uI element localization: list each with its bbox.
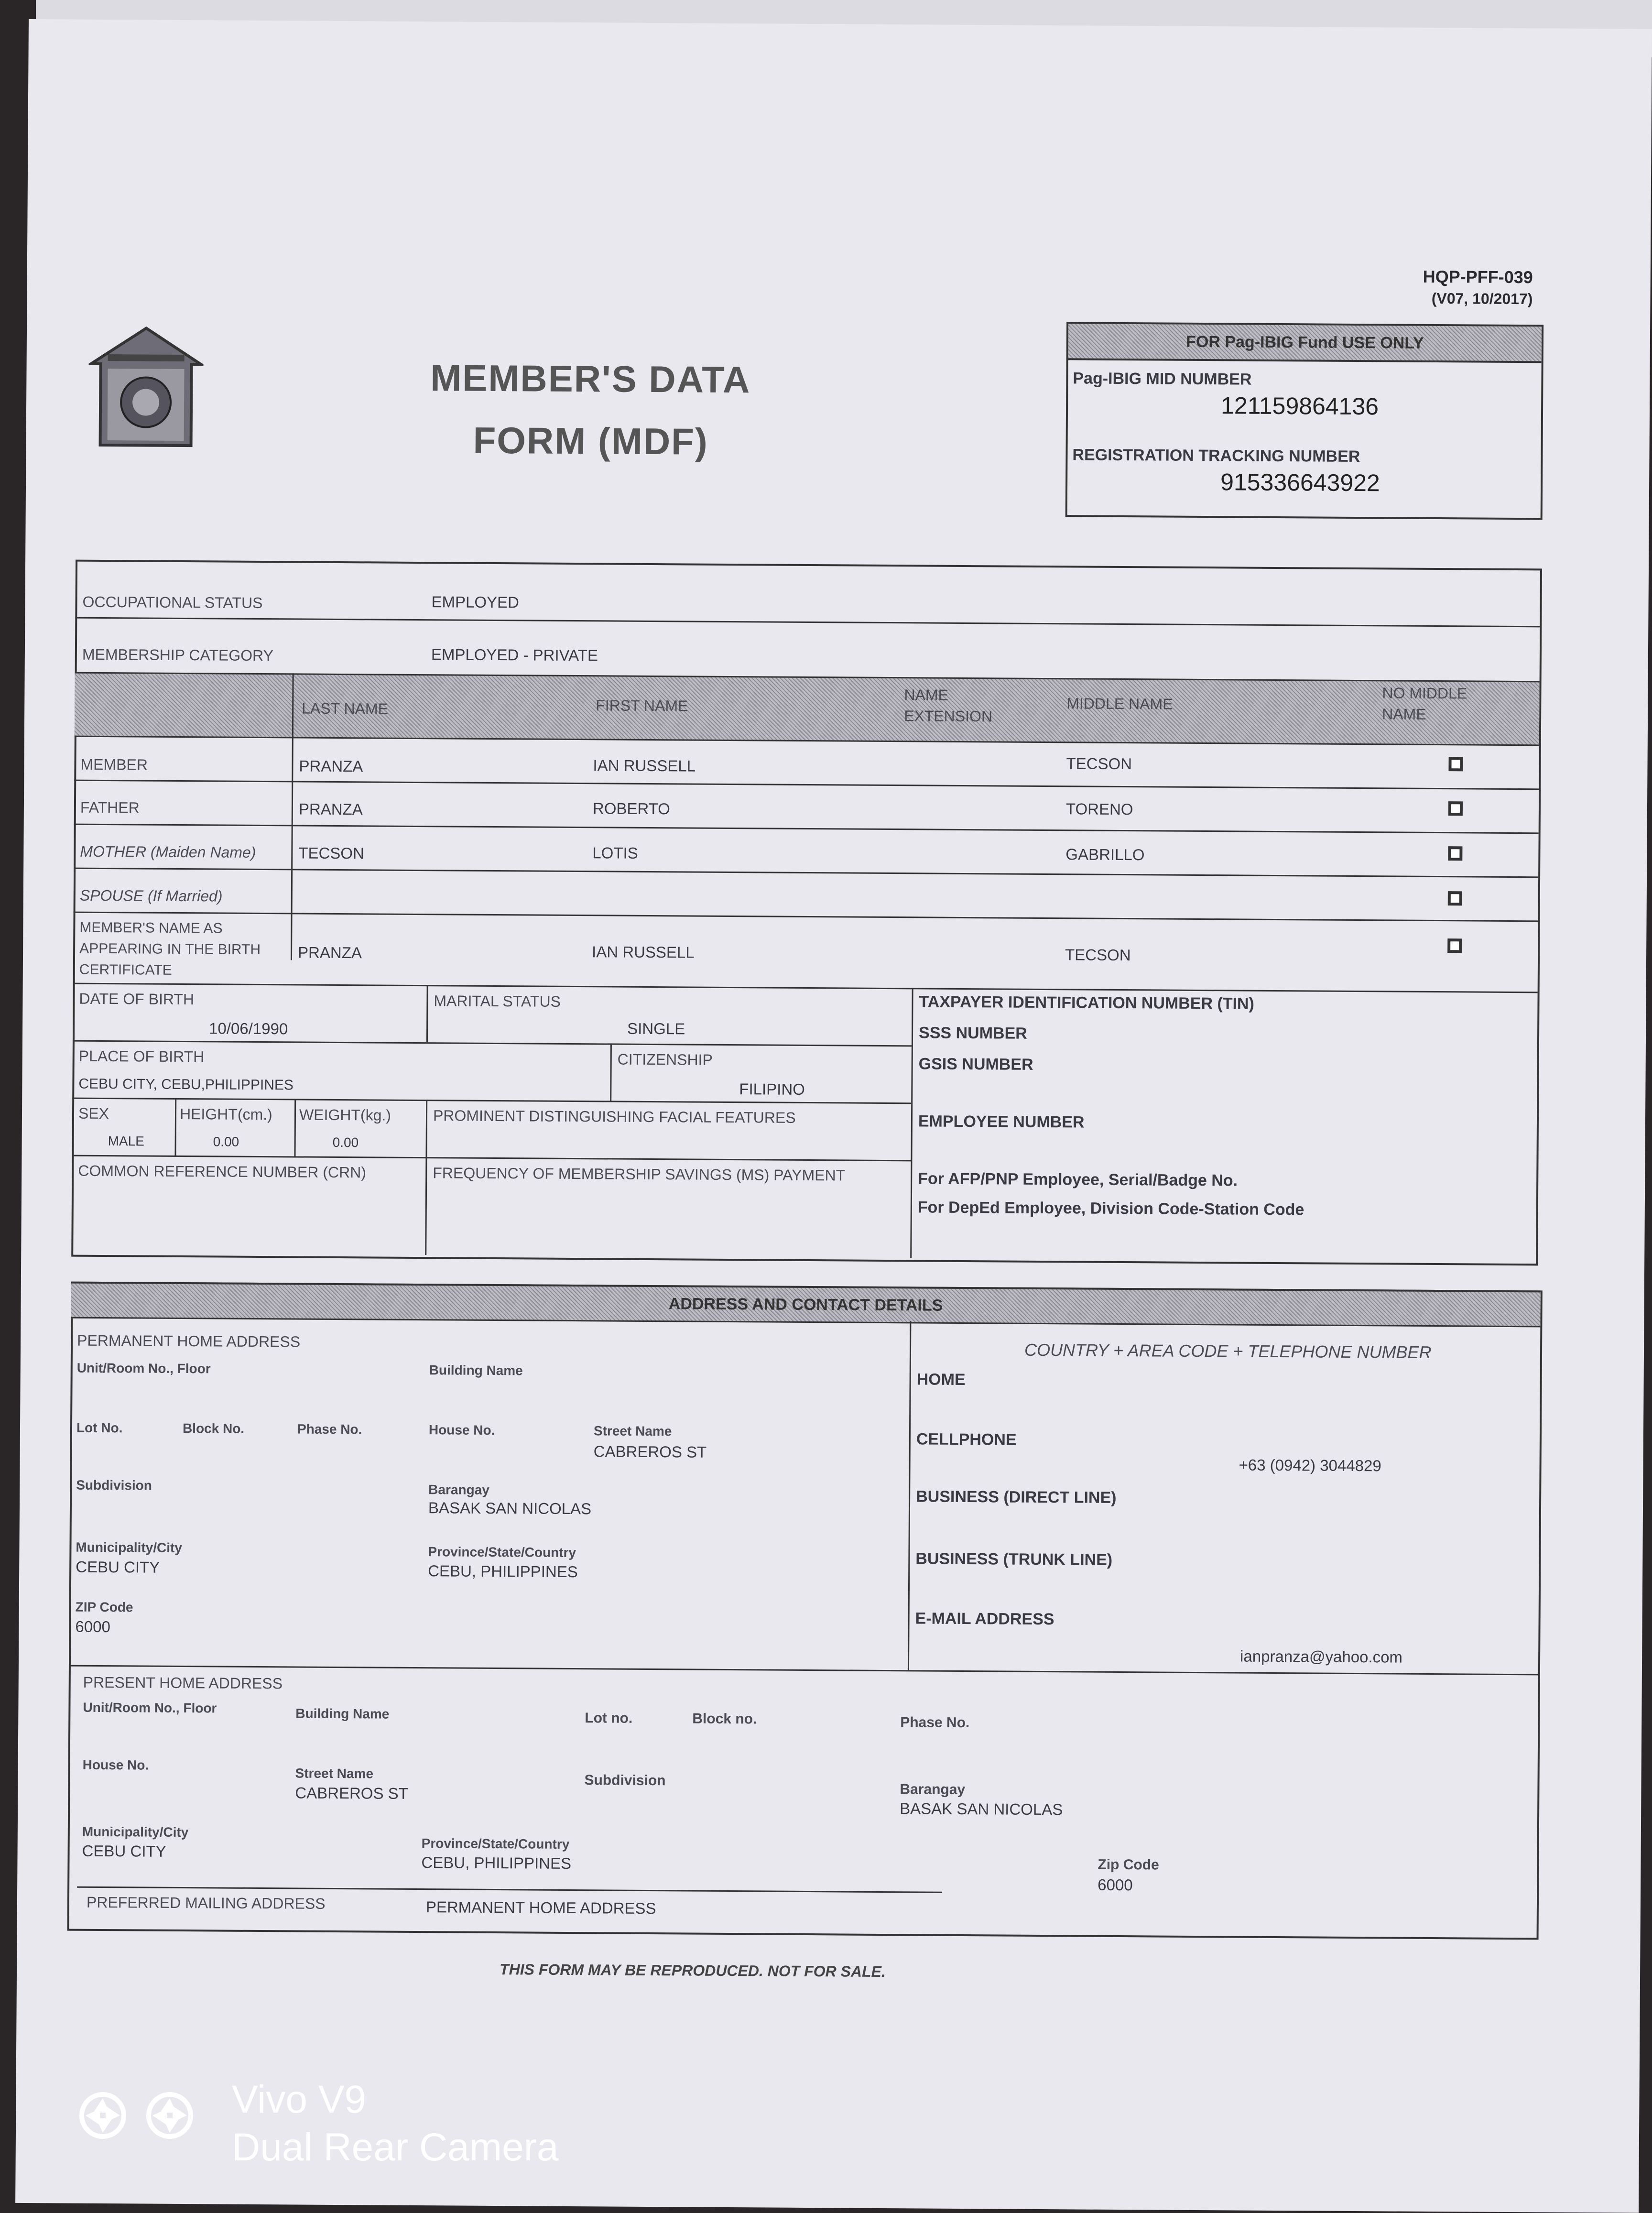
member-first-name: IAN RUSSELL [593, 756, 696, 775]
pres-phase-label: Phase No. [900, 1714, 970, 1731]
weight-label: WEIGHT(kg.) [299, 1106, 391, 1124]
mother-row-label: MOTHER (Maiden Name) [80, 842, 256, 861]
sss-label: SSS NUMBER [918, 1024, 1027, 1043]
preferred-mailing-value: PERMANENT HOME ADDRESS [425, 1898, 656, 1918]
mother-last-name: TECSON [298, 844, 364, 862]
perm-province-label: Province/State/Country [428, 1544, 576, 1560]
perm-lot-label: Lot No. [76, 1420, 123, 1436]
birth-cert-last-name: PRANZA [297, 943, 362, 962]
form-code: HQP-PFF-039 [1423, 266, 1533, 287]
home-phone-label: HOME [916, 1370, 966, 1389]
membership-category-label: MEMBERSHIP CATEGORY [82, 645, 274, 665]
footer-note: THIS FORM MAY BE REPRODUCED. NOT FOR SALE. [499, 1961, 886, 1981]
citizenship-value: FILIPINO [739, 1080, 805, 1098]
tin-label: TAXPAYER IDENTIFICATION NUMBER (TIN) [919, 992, 1254, 1013]
form-title-line1: MEMBER'S DATA [430, 357, 751, 401]
father-last-name: PRANZA [298, 800, 363, 818]
pres-building-label: Building Name [295, 1706, 390, 1722]
perm-province-value: CEBU, PHILIPPINES [428, 1562, 578, 1581]
dob-label: DATE OF BIRTH [79, 990, 195, 1008]
father-middle-name: TORENO [1065, 800, 1133, 818]
first-name-header: FIRST NAME [596, 697, 688, 715]
pres-barangay-value: BASAK SAN NICOLAS [900, 1799, 1063, 1819]
perm-city-value: CEBU CITY [76, 1558, 160, 1576]
birth-cert-first-name: IAN RUSSELL [591, 943, 695, 961]
rtn-value: 915336643922 [1220, 469, 1380, 497]
address-box [67, 1282, 1543, 1940]
contact-header: COUNTRY + AREA CODE + TELEPHONE NUMBER [1024, 1340, 1432, 1362]
mother-no-middle-checkbox[interactable] [1448, 846, 1462, 861]
member-last-name: PRANZA [299, 757, 363, 775]
sex-label: SEX [78, 1104, 109, 1123]
crn-label: COMMON REFERENCE NUMBER (CRN) [78, 1162, 367, 1181]
address-header: ADDRESS AND CONTACT DETAILS [668, 1295, 943, 1315]
perm-street-label: Street Name [593, 1423, 672, 1439]
office-use-box [1065, 322, 1543, 520]
frequency-label: FREQUENCY OF MEMBERSHIP SAVINGS (MS) PAYMENT [433, 1164, 846, 1184]
employee-number-label: EMPLOYEE NUMBER [918, 1112, 1085, 1132]
spouse-no-middle-checkbox[interactable] [1448, 891, 1462, 905]
present-address-title: PRESENT HOME ADDRESS [83, 1673, 283, 1692]
rtn-label: REGISTRATION TRACKING NUMBER [1072, 446, 1360, 466]
mid-number-value: 121159864136 [1220, 392, 1379, 420]
business-trunk-label: BUSINESS (TRUNK LINE) [915, 1549, 1113, 1569]
perm-street-value: CABREROS ST [593, 1442, 707, 1461]
birth-cert-middle-name: TECSON [1065, 946, 1131, 964]
perm-zip-label: ZIP Code [75, 1599, 133, 1615]
member-no-middle-checkbox[interactable] [1448, 757, 1463, 771]
perm-block-label: Block No. [182, 1421, 245, 1436]
afp-pnp-label: For AFP/PNP Employee, Serial/Badge No. [918, 1169, 1238, 1190]
perm-phase-label: Phase No. [297, 1421, 362, 1437]
pres-block-label: Block no. [692, 1711, 757, 1727]
deped-label: For DepEd Employee, Division Code-Station Code [917, 1198, 1304, 1219]
email-label: E-MAIL ADDRESS [915, 1609, 1054, 1629]
perm-zip-value: 6000 [75, 1617, 110, 1636]
no-middle-name-header: NO MIDDLE NAME [1382, 684, 1467, 723]
email-value: ianpranza@yahoo.com [1240, 1647, 1403, 1666]
pres-zip-value: 6000 [1098, 1875, 1133, 1894]
pres-street-label: Street Name [295, 1766, 374, 1781]
membership-category-value: EMPLOYED - PRIVATE [431, 645, 598, 665]
pres-subdivision-label: Subdivision [584, 1772, 666, 1789]
form-title-line2: FORM (MDF) [473, 419, 709, 463]
perm-city-label: Municipality/City [76, 1539, 183, 1556]
father-no-middle-checkbox[interactable] [1448, 801, 1463, 816]
cellphone-label: CELLPHONE [916, 1430, 1017, 1449]
mid-number-label: Pag-IBIG MID NUMBER [1073, 369, 1252, 389]
cellphone-value: +63 (0942) 3044829 [1239, 1456, 1381, 1475]
member-row-label: MEMBER [80, 755, 148, 774]
dob-value: 10/06/1990 [208, 1019, 288, 1038]
form-version: (V07, 10/2017) [1431, 289, 1533, 308]
middle-name-header: MIDDLE NAME [1066, 695, 1173, 713]
pres-province-label: Province/State/Country [421, 1836, 570, 1852]
office-use-header-bar [1068, 324, 1542, 363]
watermark-line2: Dual Rear Camera [232, 2126, 559, 2169]
pob-label: PLACE OF BIRTH [78, 1047, 205, 1066]
name-header-bar [75, 672, 1540, 746]
father-row-label: FATHER [80, 798, 140, 817]
perm-building-label: Building Name [429, 1363, 523, 1378]
member-middle-name: TECSON [1066, 754, 1132, 773]
pres-zip-label: Zip Code [1098, 1856, 1159, 1873]
preferred-mailing-label: PREFERRED MAILING ADDRESS [86, 1893, 326, 1912]
last-name-header: LAST NAME [302, 699, 389, 718]
permanent-address-title: PERMANENT HOME ADDRESS [77, 1331, 301, 1351]
birth-cert-no-middle-checkbox[interactable] [1447, 938, 1462, 953]
spouse-row-label: SPOUSE (If Married) [79, 886, 223, 905]
mother-middle-name: GABRILLO [1065, 845, 1145, 864]
pres-house-label: House No. [82, 1757, 149, 1773]
gsis-label: GSIS NUMBER [918, 1055, 1033, 1074]
occupational-status-label: OCCUPATIONAL STATUS [82, 593, 263, 612]
pres-lot-label: Lot no. [585, 1710, 633, 1726]
father-first-name: ROBERTO [592, 799, 671, 818]
camera-lens-icon [146, 2092, 194, 2139]
watermark-line1: Vivo V9 [232, 2078, 367, 2121]
mother-first-name: LOTIS [592, 844, 638, 862]
pres-city-value: CEBU CITY [82, 1842, 166, 1860]
citizenship-label: CITIZENSHIP [617, 1050, 713, 1068]
office-use-header: FOR Pag-IBIG Fund USE ONLY [1186, 332, 1424, 352]
perm-barangay-label: Barangay [428, 1482, 489, 1497]
pob-value: CEBU CITY, CEBU,PHILIPPINES [78, 1076, 294, 1093]
sex-value: MALE [108, 1134, 145, 1149]
perm-barangay-value: BASAK SAN NICOLAS [428, 1499, 592, 1518]
pres-province-value: CEBU, PHILIPPINES [421, 1853, 572, 1873]
pagibig-logo-icon [88, 326, 204, 450]
camera-lens-icon [79, 2092, 127, 2139]
height-label: HEIGHT(cm.) [179, 1105, 272, 1123]
weight-value: 0.00 [332, 1134, 359, 1150]
perm-house-label: House No. [428, 1422, 495, 1438]
marital-status-label: MARITAL STATUS [434, 992, 561, 1010]
pres-unit-label: Unit/Room No., Floor [83, 1700, 217, 1716]
marital-status-value: SINGLE [627, 1019, 685, 1038]
pres-city-label: Municipality/City [82, 1824, 189, 1840]
birth-cert-row-label: MEMBER'S NAME AS APPEARING IN THE BIRTH CERTIFICATE [79, 919, 261, 978]
height-value: 0.00 [213, 1134, 239, 1149]
perm-subdivision-label: Subdivision [76, 1477, 152, 1493]
pres-street-value: CABREROS ST [295, 1784, 409, 1802]
facial-features-label: PROMINENT DISTINGUISHING FACIAL FEATURES [433, 1107, 796, 1126]
form-sheet [15, 19, 1652, 2213]
perm-unit-label: Unit/Room No., Floor [76, 1360, 211, 1376]
pres-barangay-label: Barangay [900, 1781, 966, 1798]
business-direct-label: BUSINESS (DIRECT LINE) [916, 1487, 1117, 1507]
occupational-status-value: EMPLOYED [431, 593, 520, 611]
name-extension-header: NAME EXTENSION [904, 686, 993, 725]
